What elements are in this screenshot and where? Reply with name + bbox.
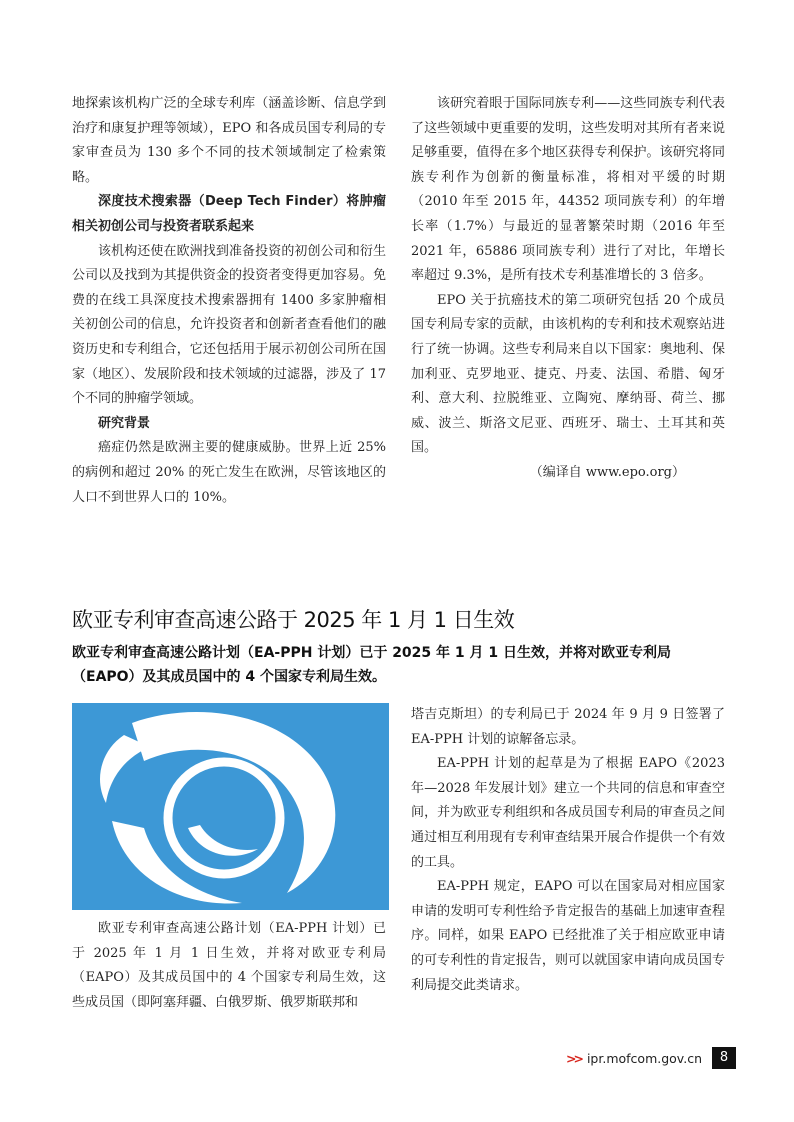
- page-footer: [566, 1047, 736, 1069]
- paragraph: 地探索该机构广泛的全球专利库（涵盖诊断、信息学到治疗和康复护理等领域），EPO 和各成员国专利局的专家审查员为 130 多个不同的技术领域制定了检索策略。: [72, 96, 386, 185]
- logo-caption: [72, 917, 386, 1015]
- paragraph: EPO 关于抗癌技术的第二项研究包括 20 个成员国专利局专家的贡献，由该机构的专利和技术观察站进行了统一协调。这些专利局来自以下国家：奥地利、保加利亚、克罗地亚、捷克、丹麦、法国、希腊、匈牙利、意大利、拉脱维亚、立陶宛、摩纳哥、荷兰、挪威、波兰、斯洛文尼亚、西班牙、瑞士、土耳其和英国。: [411, 292, 725, 456]
- paragraph: EA-PPH 计划的起草是为了根据 EAPO《2023 年—2028 年发展计划》建立一个共同的信息和审查空间，并为欧亚专利组织和各成员国专利局的审查员之间通过相互利用现有专利审查结果开展合作提供一个有效的工具。: [411, 756, 725, 870]
- caption-text: 欧亚专利审查高速公路计划（EA-PPH 计划）已于 2025 年 1 月 1 日生效，并将对欧亚专利局（EAPO）及其成员国中的 4 个国家专利局生效，这些成员国（即阿塞拜疆、白俄罗斯、俄罗斯联邦和: [72, 921, 386, 1010]
- paragraph: 癌症仍然是欧洲主要的健康威胁。世界上近 25% 的病例和超过 20% 的死亡发生在欧洲，尽管该地区的人口不到世界人口的 10%。: [72, 440, 386, 505]
- double-chevron-right-icon: >>: [566, 1050, 581, 1066]
- paragraph: 该机构还使在欧洲找到准备投资的初创公司和衍生公司以及找到为其提供资金的投资者变得更加容易。免费的在线工具深度技术搜索器拥有 1400 多家肿瘤相关初创公司的信息，允许投资者和创新者查看他们的融资历史和专利组合，它还包括用于展示初创公司所在国家（地区）、发展阶段和技术领域的过滤器，涉及了 17 个不同的肿瘤学领域。: [72, 243, 386, 407]
- left-column-top: [72, 92, 386, 510]
- paragraph: 塔吉克斯坦）的专利局已于 2024 年 9 月 9 日签署了 EA-PPH 计划的谅解备忘录。: [411, 707, 725, 747]
- source-credit: （编译自 www.epo.org）: [529, 464, 685, 480]
- article-subhead: 欧亚专利审查高速公路计划（EA-PPH 计划）已于 2025 年 1 月 1 日生效，并将对欧亚专利局（EAPO）及其成员国中的 4 个国家专利局生效。: [72, 645, 672, 685]
- footer-url[interactable]: ipr.mofcom.gov.cn: [586, 1050, 702, 1066]
- article-headline: 欧亚专利审查高速公路于 2025 年 1 月 1 日生效: [72, 608, 515, 632]
- eapo-eye-logo-icon: [72, 703, 389, 910]
- right-column-bottom: [411, 703, 725, 998]
- section-heading: 深度技术搜索器（Deep Tech Finder）将肿瘤相关初创公司与投资者联系起来: [72, 194, 386, 234]
- section-heading: 研究背景: [98, 415, 151, 431]
- paragraph: EA-PPH 规定，EAPO 可以在国家局对相应国家申请的发明可专利性给予肯定报告的基础上加速审查程序。同样，如果 EAPO 已经批准了关于相应欧亚申请的可专利性的肯定报告，则可以就国家申请向成员国专利局提交此类请求。: [411, 879, 725, 993]
- right-column-top: [411, 92, 725, 486]
- page-number: 8: [712, 1047, 736, 1069]
- paragraph: 该研究着眼于国际同族专利——这些同族专利代表了这些领域中更重要的发明，这些发明对其所有者来说足够重要，值得在多个地区获得专利保护。该研究将同族专利作为创新的衡量标准，将相对平缓的时期（2010 年至 2015 年，44352 项同族专利）的年增长率（1.7%）与最近的显著繁荣时期（2016 年至 2021 年，65886 项同族专利）进行了对比，年增长率超过 9.3%，是所有技术专利基准增长的 3 倍多。: [411, 96, 725, 284]
